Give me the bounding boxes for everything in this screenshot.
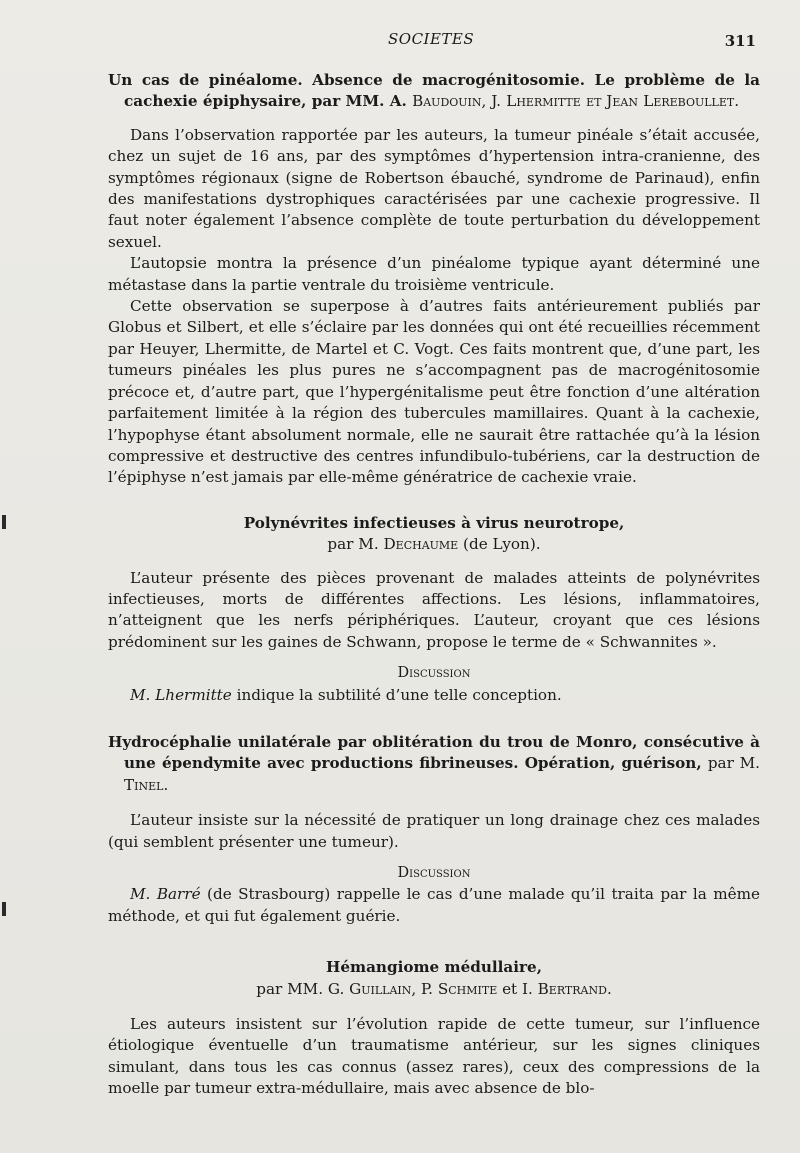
paragraph: L’autopsie montra la présence d’un pinéalome typique ayant déterminé une métastase dans la partie ventrale du troisième ventricule. [108, 254, 760, 294]
communication-polynevrites [108, 513, 760, 706]
author-name: Dechaume [383, 535, 459, 554]
section-body [108, 810, 760, 853]
page-header [0, 26, 800, 52]
margin-ink-mark [2, 515, 6, 529]
title-text: Un cas de pinéalome. Absence de macrogénitosomie. Le problème de la cachexie épiphysaire, par MM. A. [108, 71, 760, 111]
author-name: Bertrand [537, 979, 607, 998]
margin-ink-mark [2, 902, 6, 916]
authors-separator: et I. [502, 979, 533, 998]
title-end: . [734, 92, 740, 111]
running-title: SOCIETES [388, 30, 475, 48]
section-title [108, 70, 760, 113]
section-authors [108, 979, 760, 1000]
discussant-name: M. Barré [130, 885, 201, 904]
section-body [108, 1014, 760, 1100]
discussion-paragraph [108, 685, 760, 706]
discussion-heading: Discussion [397, 865, 471, 881]
section-title [108, 732, 760, 796]
title-end: . [163, 775, 169, 794]
authors-prefix: par M. [327, 535, 379, 554]
author-name: Lereboullet [643, 92, 735, 111]
author-name: Guillain [349, 979, 412, 998]
author-name: Lhermitte [506, 92, 581, 111]
title-text: Hydrocéphalie unilatérale par oblitération du trou de Monro, consécutive à une épendymite avec productions fibrineuses. Opération, guérison, [108, 732, 760, 773]
paragraph: Cette observation se superpose à d’autres faits antérieurement publiés par Globus et Silbert, et elle s’éclaire par les données qui ont été recueillies récemment par Heuyer, Lhermitte, de Martel et C. Vogt. Ces faits montrent que, d’une part, les tumeurs pinéales les plus pures ne s’accompagnent pas de macrogénitosomie précoce et, d’autre part, que l’hypergénitalisme peut être fonction d’une altération parfaitement limitée à la région des tubercules mamillaires. Quant à la cachexie, l’hypophyse étant absolument normale, elle ne saurait être rattachée qu’à la lésion compressive et destructive des centres infundibulo-tubériens, car la destruction de l’épiphyse n’est jamais par elle-même génératrice de cachexie vraie. [108, 297, 760, 487]
discussant-name: M. Lhermitte [130, 685, 232, 704]
discussion-paragraph [108, 884, 760, 927]
title-separator: et Jean [586, 92, 638, 111]
author-name: Schmite [437, 979, 498, 998]
section-title: Polynévrites infectieuses à virus neurotrope, [243, 513, 625, 532]
paragraph: Dans l’observation rapportée par les auteurs, la tumeur pinéale s’était accusée, chez un sujet de 16 ans, par des symptômes d’hypertension intra-cranienne, des symptômes régionaux (signe de Robertson ébauché, syndrome de Parinaud), enfin des manifestations dystrophiques caractérisées par une cachexie progressive. Il faut noter également l’absence complète de toute perturbation du développement sexuel. [108, 125, 760, 251]
paragraph: L’auteur insiste sur la nécessité de pratiquer un long drainage chez ces malades (qui semblent présenter une tumeur). [108, 811, 760, 851]
authors-suffix: (de Lyon). [463, 535, 541, 554]
communication-pinealome [108, 70, 760, 489]
paragraph: L’auteur présente des pièces provenant de malades atteints de polynévrites infectieuses, morts de différentes affections. Les lésions, inflammatoires, n’atteignent que les nerfs périphériques. L’auteur, croyant que ces lésions prédominent sur les gaines de Schwann, propose le terme de « Schwannites ». [108, 568, 760, 651]
section-body [108, 568, 760, 654]
discussion-heading: Discussion [397, 665, 471, 682]
title-end: . [606, 979, 612, 998]
discussion-text: (de Strasbourg) rappelle le cas d’une malade qu’il traita par la même méthode, et qui fut également guérie. [108, 885, 760, 925]
authors-prefix: par MM. G. [256, 979, 345, 998]
authors-prefix: par M. [707, 754, 760, 773]
paragraph: Les auteurs insistent sur l’évolution rapide de cette tumeur, sur l’influence étiologique éventuelle d’un traumatisme antérieur, sur les signes cliniques simulant, dans tous les cas connus (assez rares), ceux des compressions de la moelle par tumeur extra-médullaire, mais avec absence de blo- [108, 1015, 760, 1098]
section-title: Hémangiome médullaire, [326, 958, 542, 977]
page-number: 311 [724, 32, 756, 50]
communication-hydrocephalie [108, 732, 760, 927]
title-separator: , J. [481, 92, 501, 111]
authors-separator: , P. [411, 979, 434, 998]
author-name: Tinel [124, 775, 164, 794]
section-authors [108, 534, 760, 555]
communication-hemangiome [108, 957, 760, 1099]
discussion-text: indique la subtilité d’une telle conception. [236, 685, 562, 704]
author-name: Baudouin [412, 92, 482, 111]
page-body [108, 70, 760, 1100]
section-body [108, 125, 760, 489]
